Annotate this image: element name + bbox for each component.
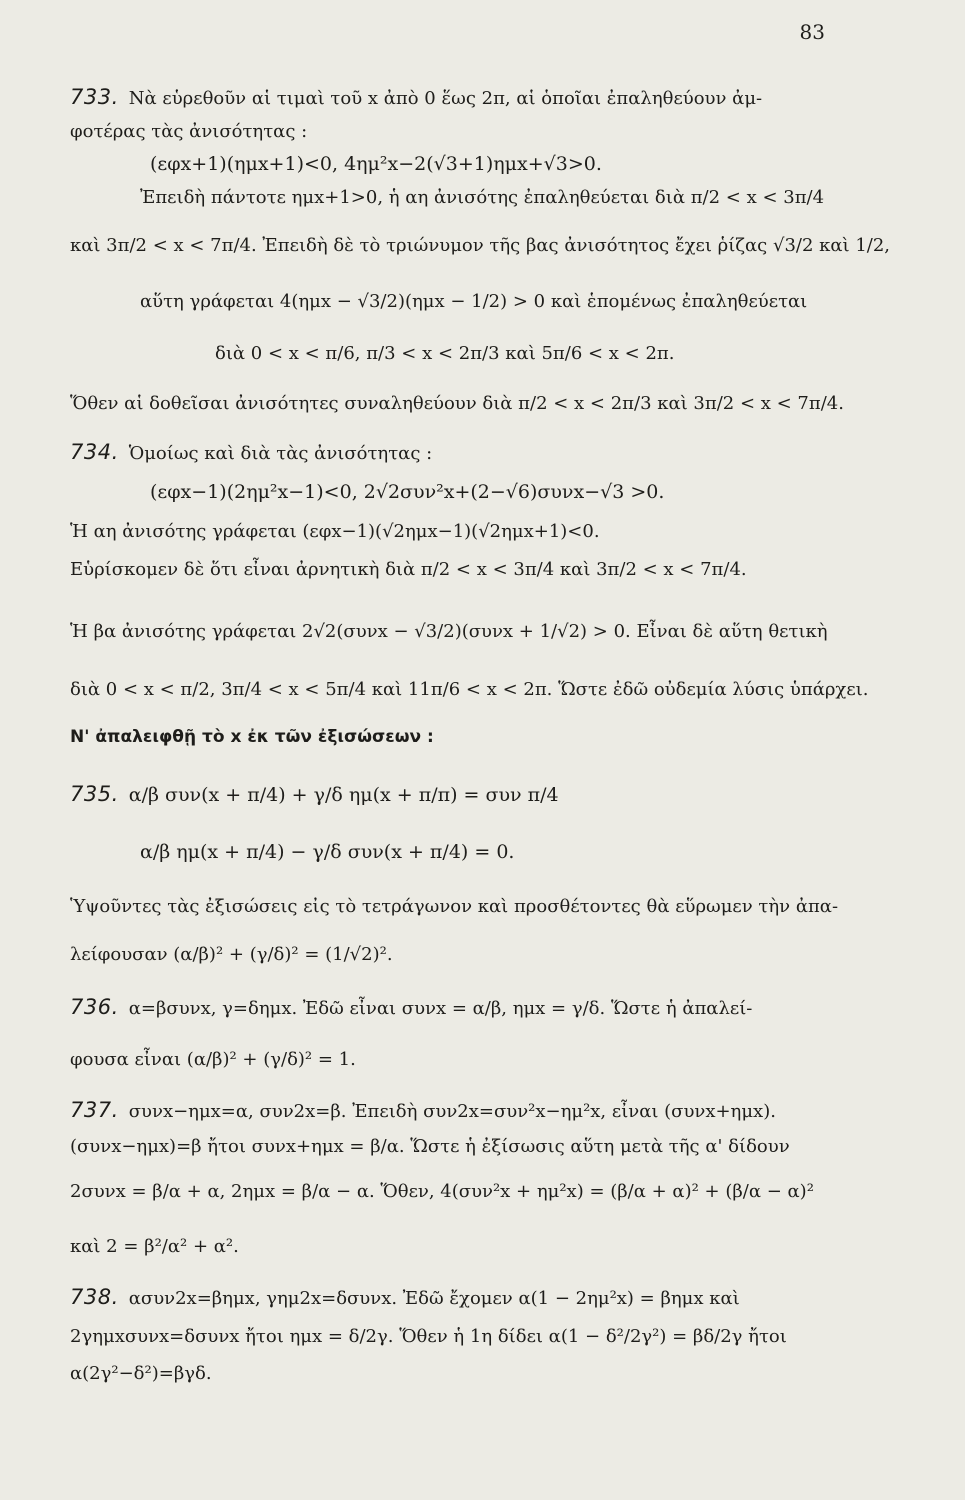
equation-line: (εφx+1)(ημx+1)<0, 4ημ²x−2(√3+1)ημx+√3>0.: [150, 153, 602, 175]
text-line: διὰ 0 < x < π/2, 3π/4 < x < 5π/4 καὶ 11π/6 < x < 2π. Ὥστε ἐδῶ οὐδεμία λύσις ὑπάρχει.: [70, 679, 869, 700]
problem-number: 738.: [70, 1285, 119, 1309]
text-line: 2γημxσυνx=δσυνx ἤτοι ημx = δ/2γ. Ὅθεν ἡ 1η δίδει α(1 − δ²/2γ²) = βδ/2γ ἤτοι: [70, 1326, 787, 1347]
text-line: Εὑρίσκομεν δὲ ὅτι εἶναι ἀρνητικὴ διὰ π/2 < x < 3π/4 καὶ 3π/2 < x < 7π/4.: [70, 559, 747, 580]
problem-737-line: 737. συνx−ημx=α, συν2x=β. Ἐπειδὴ συν2x=συν²x−ημ²x, εἶναι (συνx+ημx).: [70, 1098, 776, 1122]
problem-736-line: 736. α=βσυνx, γ=δημx. Ἐδῶ εἶναι συνx = α/β, ημx = γ/δ. Ὥστε ἡ ἀπαλεί-: [70, 995, 753, 1019]
page-number: 83: [799, 20, 825, 44]
text-line: 2συνx = β/α + α, 2ημx = β/α − α. Ὅθεν, 4(συν²x + ημ²x) = (β/α + α)² + (β/α − α)²: [70, 1181, 814, 1202]
problem-number: 734.: [70, 440, 119, 464]
text-line: α(2γ²−δ²)=βγδ.: [70, 1363, 212, 1384]
text-line: Ὅθεν αἱ δοθεῖσαι ἀνισότητες συναληθεύουν διὰ π/2 < x < 2π/3 καὶ 3π/2 < x < 7π/4.: [70, 393, 844, 414]
text-line: λείφουσαν (α/β)² + (γ/δ)² = (1/√2)².: [70, 944, 393, 965]
problem-number: 736.: [70, 995, 119, 1019]
text-line: καὶ 2 = β²/α² + α².: [70, 1236, 239, 1257]
equation-line: (εφx−1)(2ημ²x−1)<0, 2√2συν²x+(2−√6)συνx−√3 >0.: [150, 481, 665, 503]
problem-735-line: 735. α/β συν(x + π/4) + γ/δ ημ(x + π/π) = συν π/4: [70, 782, 559, 806]
text-line: Ὑψοῦντες τὰς ἐξισώσεις εἰς τὸ τετράγωνον καὶ προσθέτοντες θὰ εὕρωμεν τὴν ἀπα-: [70, 896, 839, 917]
text-line: Ἐπειδὴ πάντοτε ημx+1>0, ἡ αη ἀνισότης ἐπαληθεύεται διὰ π/2 < x < 3π/4: [140, 187, 825, 208]
problem-733-line: 733. Νὰ εὑρεθοῦν αἱ τιμαὶ τοῦ x ἀπὸ 0 ἕως 2π, αἱ ὁποῖαι ἐπαληθεύουν ἀμ-: [70, 85, 763, 109]
text-line: φοτέρας τὰς ἀνισότητας :: [70, 121, 308, 142]
text-line: Ἡ αη ἀνισότης γράφεται (εφx−1)(√2ημx−1)(√2ημx+1)<0.: [70, 521, 600, 542]
text-line: φουσα εἶναι (α/β)² + (γ/δ)² = 1.: [70, 1049, 356, 1070]
text-line: διὰ 0 < x < π/6, π/3 < x < 2π/3 καὶ 5π/6 < x < 2π.: [215, 343, 675, 364]
problem-number: 735.: [70, 782, 119, 806]
problem-738-line: 738. ασυν2x=βημx, γημ2x=δσυνx. Ἐδῶ ἔχομεν α(1 − 2ημ²x) = βημx καὶ: [70, 1285, 740, 1309]
section-heading: Ν' ἀπαλειφθῇ τὸ x ἐκ τῶν ἐξισώσεων :: [70, 727, 434, 747]
text-line: αὕτη γράφεται 4(ημx − √3/2)(ημx − 1/2) > 0 καὶ ἑπομένως ἐπαληθεύεται: [140, 291, 808, 312]
problem-number: 737.: [70, 1098, 119, 1122]
text-line: καὶ 3π/2 < x < 7π/4. Ἐπειδὴ δὲ τὸ τριώνυμον τῆς βας ἀνισότητος ἔχει ῥίζας √3/2 καὶ 1/2,: [70, 235, 891, 256]
problem-number: 733.: [70, 85, 119, 109]
text-line: Ἡ βα ἀνισότης γράφεται 2√2(συνx − √3/2)(συνx + 1/√2) > 0. Εἶναι δὲ αὕτη θετικὴ: [70, 621, 828, 642]
equation-line: α/β ημ(x + π/4) − γ/δ συν(x + π/4) = 0.: [140, 841, 515, 863]
text-line: (συνx−ημx)=β ἤτοι συνx+ημx = β/α. Ὥστε ἡ ἐξίσωσις αὕτη μετὰ τῆς α' δίδουν: [70, 1136, 790, 1157]
problem-734-line: 734. Ὁμοίως καὶ διὰ τὰς ἀνισότητας :: [70, 440, 433, 464]
